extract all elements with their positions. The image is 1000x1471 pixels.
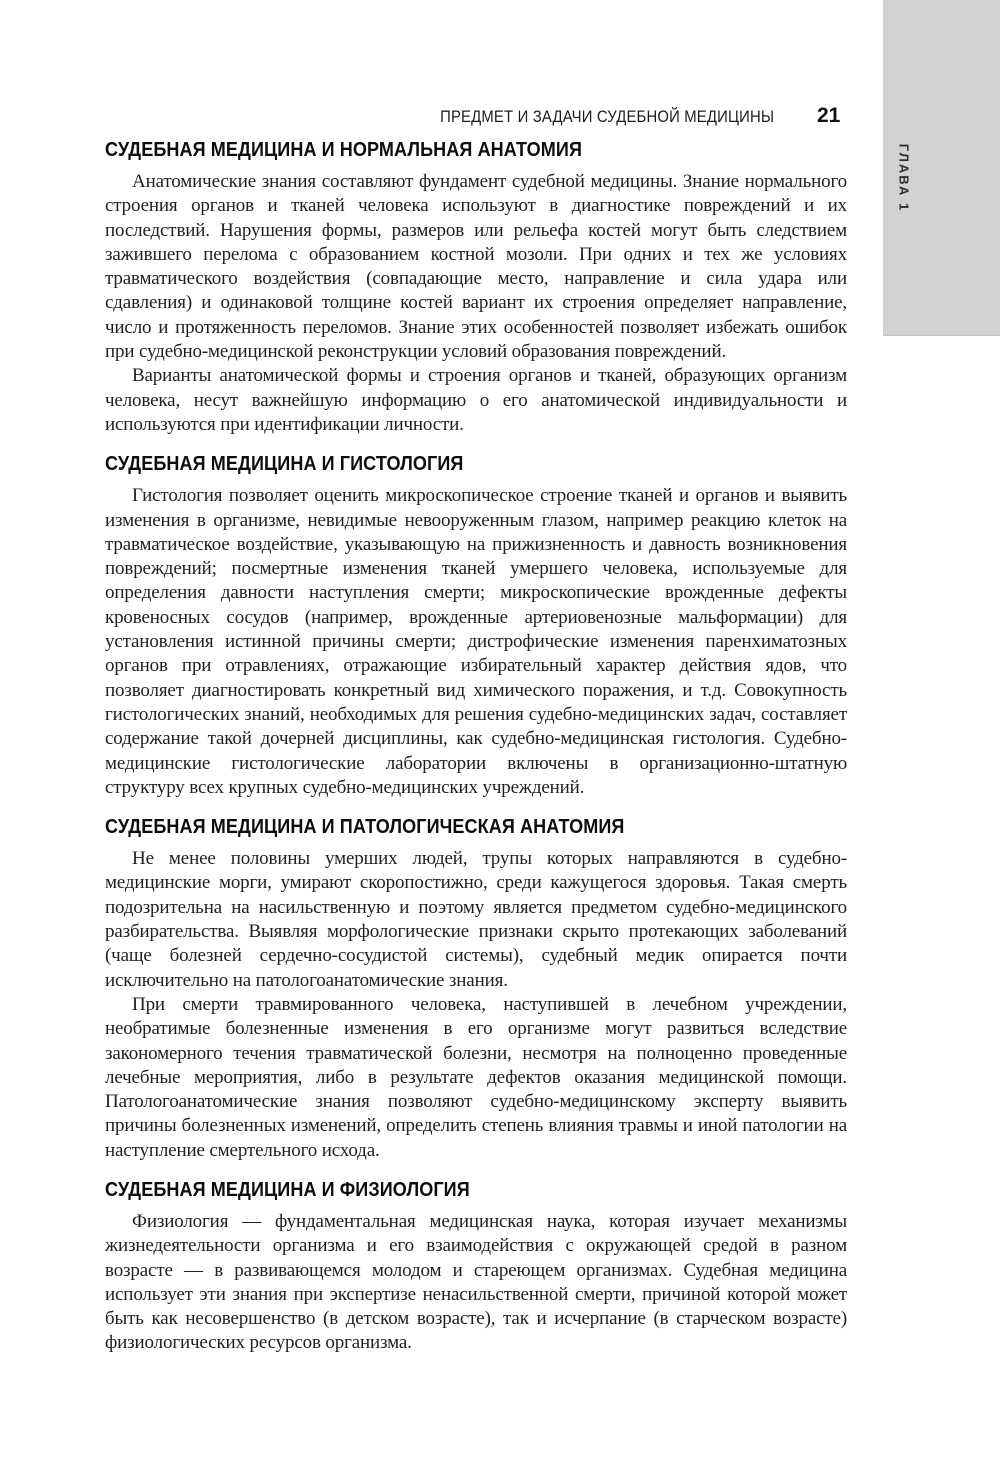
section-heading: СУДЕБНАЯ МЕДИЦИНА И НОРМАЛЬНАЯ АНАТОМИЯ (105, 138, 583, 161)
body-paragraph: Анатомические знания составляют фундамент судебной медицины. Знание нормального строения органов и тканей человека используют в диагностике повреждений и их последствий. Нарушения формы, размеров или рельефа костей могут быть следствием зажившего перелома с образованием костной мозоли. При одних и тех же условиях травматического воздействия (совпадающие место, направление и сила удара или сдавления) и одинаковой толщине костей вариант их строения определяет направление, число и протяженность переломов. Знание этих особенностей позволяет избежать ошибок при судебно-медицинской реконструкции условий образования повреждений. (105, 171, 847, 363)
body-paragraph: Гистология позволяет оценить микроскопическое строение тканей и органов и выявить изменения в организме, невидимые невооруженным глазом, например реакцию клеток на травматическое воздействие, указывающую на прижизненность и давность возникновения повреждений; посмертные изменения тканей умершего человека, используемые для определения давности наступления смерти; микроскопические врожденные дефекты кровеносных сосудов (например, врожденные артериовенозные мальформации) для установления истинной причины смерти; дистрофические изменения паренхиматозных органов при отравлениях, отражающие избирательный характер действия ядов, что позволяет диагностировать конкретный вид химического поражения, и т.д. Совокупность гистологических знаний, необходимых для решения судебно-медицинских задач, составляет содержание такой дочерней дисциплины, как судебно-медицинская гистология. Судебно-медицинские гистологические лаборатории включены в организационно-штатную структуру всех крупных судебно-медицинских учреждений. (105, 485, 847, 798)
body-paragraph: Физиология — фундаментальная медицинская наука, которая изучает механизмы жизнедеятельности организма и его взаимодействия с окружающей средой в разном возрасте — в развивающемся молодом и стареющем организмах. Судебная медицина использует эти знания при экспертизе ненасильственной смерти, причиной которой может быть как несовершенство (в детском возрасте), так и исчерпание (в старческом возрасте) физиологических ресурсов организма. (105, 1210, 847, 1354)
page-content (105, 138, 847, 1356)
section-physiology (105, 1178, 847, 1356)
section-histology (105, 452, 847, 800)
chapter-tab (883, 0, 1000, 336)
section-heading: СУДЕБНАЯ МЕДИЦИНА И ГИСТОЛОГИЯ (105, 452, 464, 476)
page-number: 21 (817, 104, 841, 127)
running-header (105, 104, 847, 128)
section-normal-anatomy (105, 138, 847, 437)
section-pathological-anatomy (105, 815, 847, 1163)
body-paragraph: При смерти травмированного человека, наступившей в лечебном учреждении, необратимые болезненные изменения в его организме могут развиться вследствие закономерного течения травматической болезни, несмотря на полноценно проведенные лечебные мероприятия, либо в результате дефектов оказания медицинской помощи. Патологоанатомические знания позволяют судебно-медицинскому эксперту выявить причины болезненных изменений, определить степень влияния травмы и иной патологии на наступление смертельного исхода. (105, 993, 847, 1161)
chapter-tab-label: ГЛАВА 1 (896, 143, 912, 213)
running-title: ПРЕДМЕТ И ЗАДАЧИ СУДЕБНОЙ МЕДИЦИНЫ (439, 108, 774, 126)
body-paragraph: Варианты анатомической формы и строения органов и тканей, образующих организм человека, несут важнейшую информацию о его анатомической индивидуальности и используются при идентификации личности. (105, 365, 847, 435)
section-heading: СУДЕБНАЯ МЕДИЦИНА И ФИЗИОЛОГИЯ (105, 1177, 470, 1201)
section-heading: СУДЕБНАЯ МЕДИЦИНА И ПАТОЛОГИЧЕСКАЯ АНАТОМИЯ (105, 815, 625, 839)
body-paragraph: Не менее половины умерших людей, трупы которых направляются в судебно-медицинские морги, умирают скоропостижно, среди кажущегося здоровья. Такая смерть подозрительна на насильственную и поэтому является предметом судебно-медицинского разбирательства. Выявляя морфологические признаки скрыто протекающих заболеваний (чаще болезней сердечно-сосудистой системы), судебный медик опирается почти исключительно на патологоанатомические знания. (105, 848, 847, 991)
